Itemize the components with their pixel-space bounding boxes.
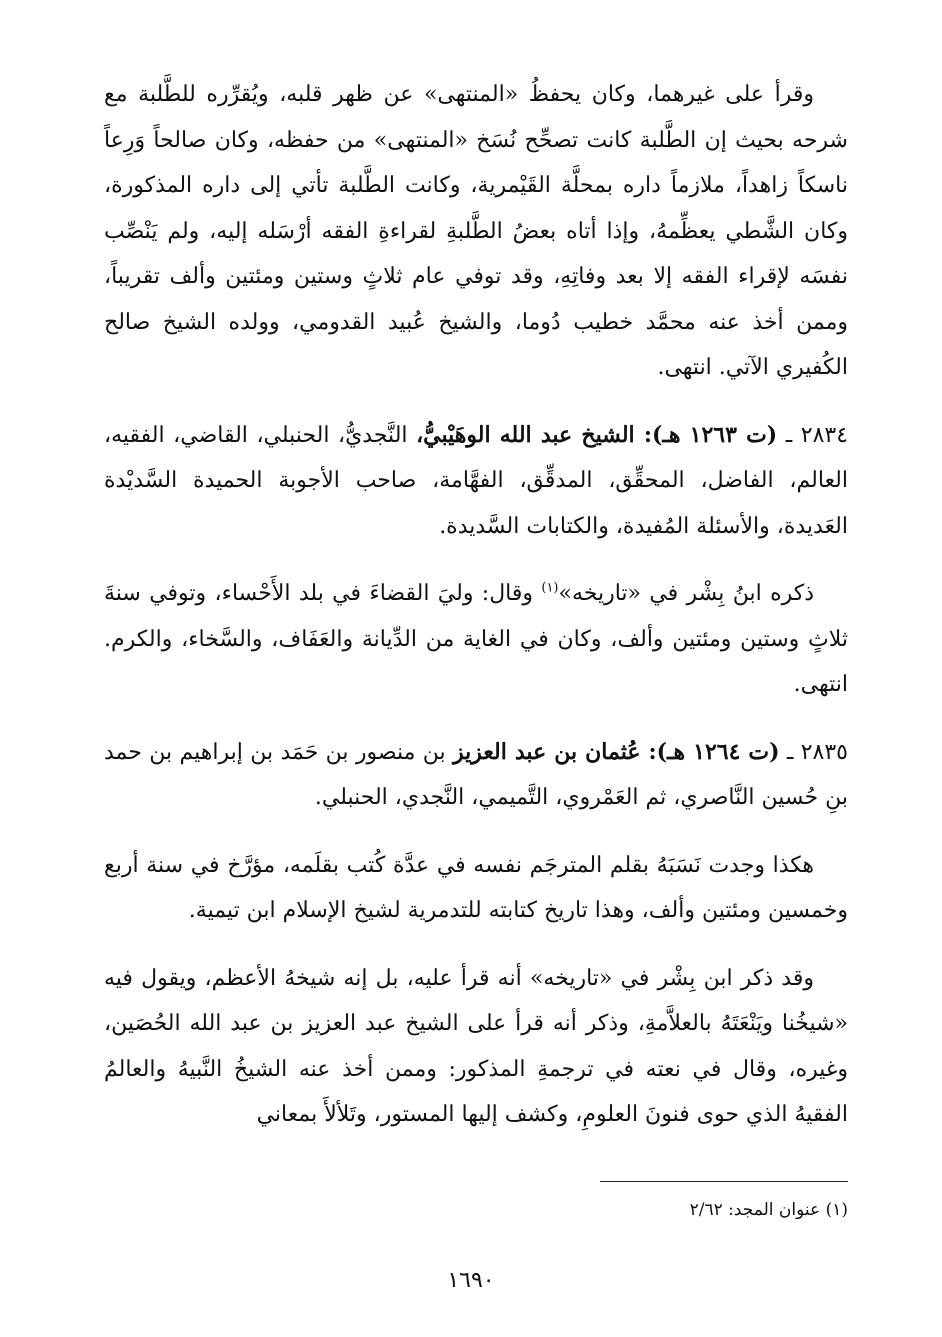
paragraph-3 <box>104 571 848 708</box>
entry-number: ٢٨٣٥ ـ <box>786 739 848 765</box>
footnote-reference[interactable]: (١) <box>541 580 559 596</box>
paragraph-text: هكذا وجدت نَسَبَهُ بقلم المترجَم نفسه في عدَّة كُتب بقلَمه، مؤرَّخ في سنة أربع وخمسين ومئتين وألف، وهذا تاريخ كتابته للتدمرية لشيخ الإسلام ابن تيمية. <box>104 852 848 923</box>
footnote-divider <box>600 1181 848 1182</box>
paragraph-text: ذكره ابنُ بِشْر في «تاريخه» <box>558 581 815 606</box>
paragraph-1 <box>104 72 848 391</box>
paragraph-6 <box>104 956 848 1138</box>
entry-text: بن منصور بن حَمَد بن إبراهيم بن حمد بنِ حُسين النَّاصري، ثم العَمْروي، التَّميمي، النَّجدي، الحنبلي. <box>104 739 848 810</box>
paragraph-text: وقد ذكر ابن بِشْر في «تاريخه» أنه قرأ عليه، بل إنه شيخهُ الأعظم، ويقول فيه «شيخُنا ويَنْعَتَهُ بالعلاَّمةِ، وذكر أنه قرأ على الشيخ عبد العزيز بن عبد الله الحُصَين، وغيره، وقال في نعته في ترجمةِ المذكور: وممن أخذ عنه الشيخُ النَّبيهُ والعالمُ الفقيهُ الذي حوى فنونَ العلومِ، وكشف إليها المستور، وتَلألأَ بمعاني <box>104 965 848 1127</box>
entry-2835 <box>104 730 848 821</box>
entry-heading: (ت ١٢٦٣ هـ): الشيخ عبد الله الوهَيْبيُّ، <box>416 421 778 448</box>
page-number: ١٦٩٠ <box>447 1268 495 1293</box>
paragraph-text: وقال: وليَ القضاءَ في بلد الأَحْساء، وتوفي سنةَ ثلاثٍ وستين ومئتين وألف، وكان في الغاية من الدِّيانة والعَفَاف، والسَّخاء، والكرم. انتهى. <box>104 581 848 697</box>
entry-number: ٢٨٣٤ ـ <box>785 422 849 448</box>
paragraph-text: وقرأ على غيرهما، وكان يحفظُ «المنتهى» عن ظهر قلبه، ويُقرِّره للطَّلبة مع شرحه بحيث إن الطَّلبة كانت تصحِّح نُسَخ «المنتهى» من حفظه، وكان صالحاً وَرِعاً ناسكاً زاهداً، ملازماً داره بمحلَّة القَيْمرية، وكانت الطَّلبة تأتي إلى داره المذكورة، وكان الشَّطي يعظِّمهُ، وإذا أتاه بعضُ الطَّلبةِ لقراءةِ الفقه أرْسَله إليه، ولم يَنْصِّب نفسَه لإقراء الفقه إلا بعد وفاتِهِ، وقد توفي عام ثلاثٍ وستين ومئتين وألف تقريباً، وممن أخذ عنه محمَّد خطيب دُوما، والشيخ عُبيد القدومي، وولده الشيخ صالح الكُفيري الآتي. انتهى. <box>104 82 848 380</box>
entry-2834 <box>104 413 848 550</box>
paragraph-5 <box>104 843 848 934</box>
footnote: (١) عنوان المجد: ٢/٦٢ <box>689 1200 848 1220</box>
entry-heading: (ت ١٢٦٤ هـ): عُثمان بن عبد العزيز <box>453 738 780 765</box>
entry-text: النَّجديُّ، الحنبلي، القاضي، الفقيه، العالم، الفاضل، المحقِّق، المدقِّق، الفهَّامة، صاحب الأجوبة الحميدة السَّديْدة العَديدة، والأسئلة المُفيدة، والكتابات السَّديدة. <box>104 422 848 539</box>
